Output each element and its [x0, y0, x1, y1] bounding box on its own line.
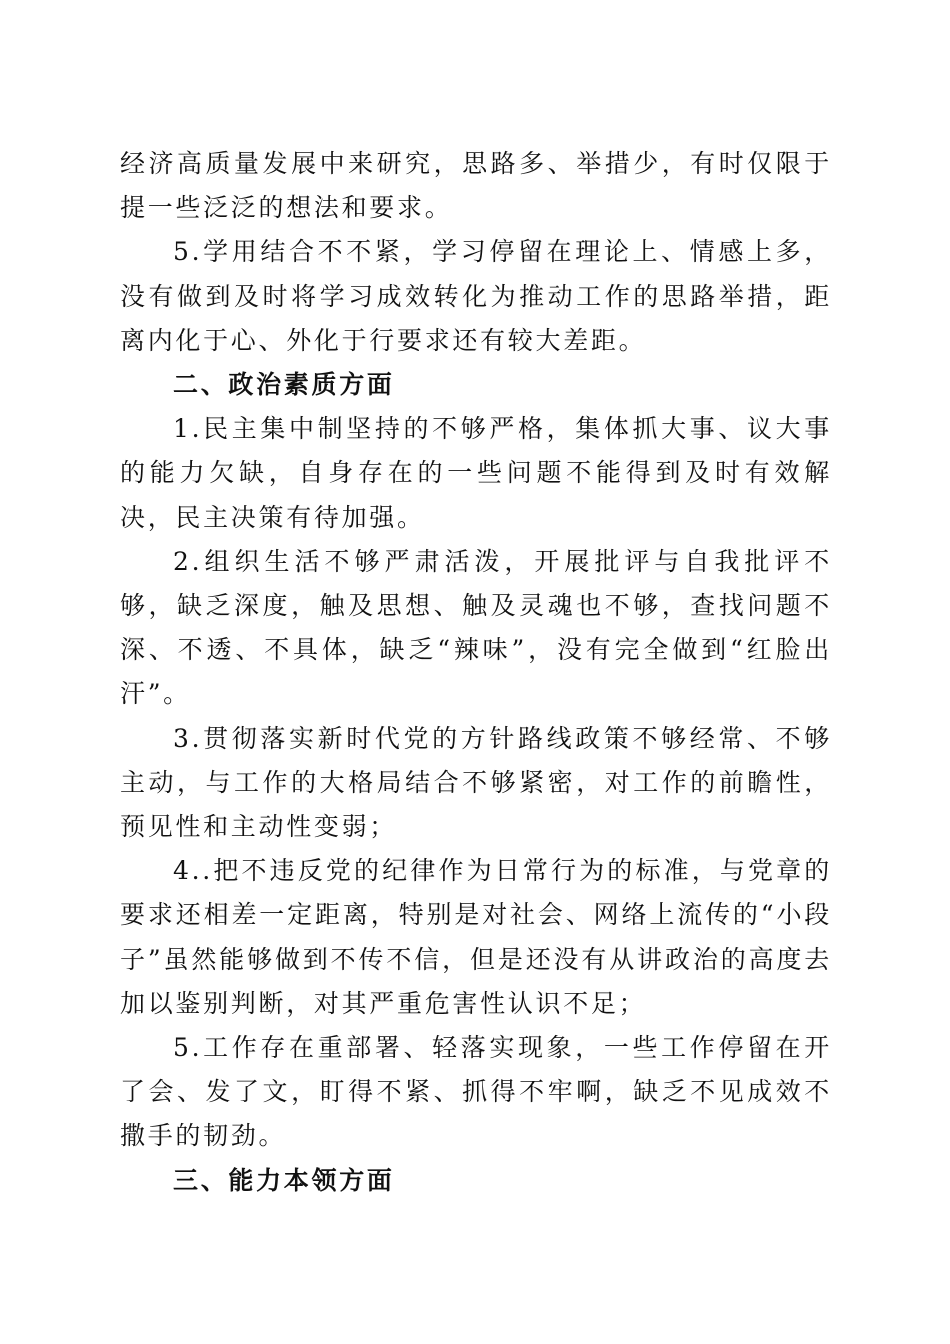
paragraph-item-1-democratic-centralism: 1.民主集中制坚持的不够严格，集体抓大事、议大事的能力欠缺，自身存在的一些问题不能得到及时有效解决，民主决策有待加强。 [120, 414, 832, 532]
paragraph-item-2-organizational-life: 2.组织生活不够严肃活泼，开展批评与自我批评不够，缺乏深度，触及思想、触及灵魂也不够，查找问题不深、不透、不具体，缺乏“辣味”，没有完全做到“红脸出汗”。 [120, 546, 832, 709]
paragraph-item-3-policy-implementation: 3.贯彻落实新时代党的方针路线政策不够经常、不够主动，与工作的大格局结合不够紧密，对工作的前瞻性，预见性和主动性变弱； [120, 723, 832, 842]
paragraph-item-5-work-implementation: 5.工作存在重部署、轻落实现象，一些工作停留在开了会、发了文，盯得不紧、抓得不牢啊，缺乏不见成效不撒手的韧劲。 [120, 1033, 832, 1151]
paragraph-item-4-party-discipline: 4..把不违反党的纪律作为日常行为的标准，与党章的要求还相差一定距离，特别是对社会、网络上流传的“小段子”虽然能够做到不传不信，但是还没有从讲政治的高度去加以鉴别判断，对其严重危害性认识不足； [120, 856, 832, 1018]
paragraph-continuation: 经济高质量发展中来研究，思路多、举措少，有时仅限于提一些泛泛的想法和要求。 [120, 149, 832, 223]
section-heading-ability: 三、能力本领方面 [173, 1165, 395, 1195]
paragraph-item-5-study: 5.学用结合不不紧，学习停留在理论上、情感上多，没有做到及时将学习成效转化为推动工作的思路举措，距离内化于心、外化于行要求还有较大差距。 [120, 237, 832, 355]
document-body [120, 142, 832, 1203]
section-heading-political-quality: 二、政治素质方面 [173, 370, 395, 400]
